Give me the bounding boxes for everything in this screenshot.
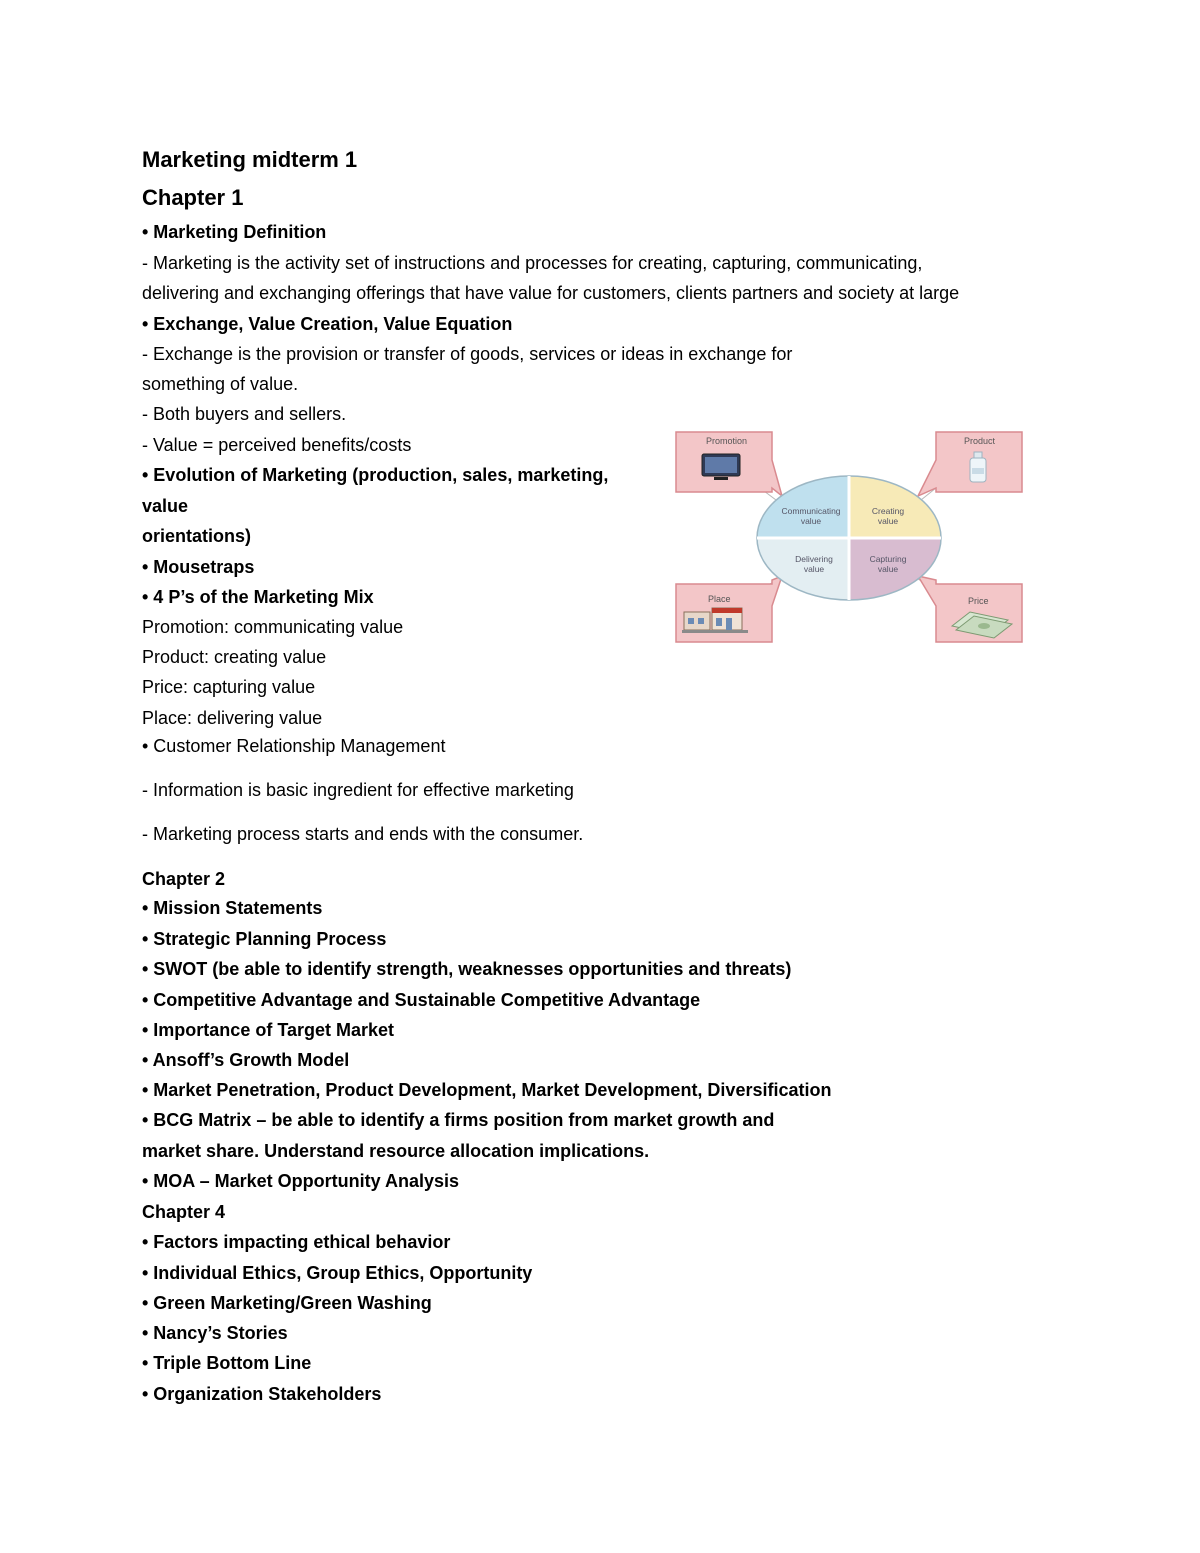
product-label: Product bbox=[964, 436, 996, 446]
chapter-2-item: • BCG Matrix – be able to identify a firms position from market growth and bbox=[142, 1110, 775, 1130]
place-callout bbox=[676, 576, 782, 642]
marketing-definition-bullet: • Marketing Definition bbox=[142, 222, 327, 242]
crm-line-2: - Marketing process starts and ends with the consumer. bbox=[142, 824, 584, 844]
exchange-line-4: - Value = perceived benefits/costs bbox=[142, 435, 412, 455]
chapter-2-item: market share. Understand resource allocation implications. bbox=[142, 1141, 650, 1161]
four-ps-bullet: • 4 P’s of the Marketing Mix bbox=[142, 587, 374, 607]
creating-label: Creating bbox=[871, 506, 905, 516]
crm-line-1: - Information is basic ingredient for effective marketing bbox=[142, 780, 574, 800]
chapter-4-item: • Individual Ethics, Group Ethics, Opportunity bbox=[142, 1263, 533, 1283]
product-callout bbox=[918, 432, 1022, 496]
chapter-4-item: • Nancy’s Stories bbox=[142, 1323, 288, 1343]
chapter-2-heading: Chapter 2 bbox=[142, 869, 226, 889]
chapter-2-item: • Mission Statements bbox=[142, 898, 323, 918]
crm-bullet: • Customer Relationship Management bbox=[142, 736, 446, 756]
exchange-line-1: - Exchange is the provision or transfer of goods, services or ideas in exchange for bbox=[142, 344, 793, 364]
price-callout bbox=[918, 576, 1022, 642]
exchange-line-3: - Both buyers and sellers. bbox=[142, 404, 347, 424]
chapter-2-item: • Competitive Advantage and Sustainable Competitive Advantage bbox=[142, 990, 701, 1010]
marketing-definition-line-2: delivering and exchanging offerings that have value for customers, clients partners and society at large bbox=[142, 283, 960, 303]
capturing-value-word: value bbox=[877, 564, 899, 574]
promotion-callout bbox=[676, 432, 782, 496]
evolution-line-3: orientations) bbox=[142, 526, 252, 546]
document-title: Marketing midterm 1 bbox=[142, 147, 358, 172]
chapter-4-item: • Factors impacting ethical behavior bbox=[142, 1232, 451, 1252]
chapter-4-heading: Chapter 4 bbox=[142, 1202, 226, 1222]
chapter-4-item: • Triple Bottom Line bbox=[142, 1353, 312, 1373]
evolution-line-1: • Evolution of Marketing (production, sales, marketing, bbox=[142, 465, 609, 485]
chapter-2-item: • Market Penetration, Product Development, Market Development, Diversification bbox=[142, 1080, 832, 1100]
communicating-value-word: value bbox=[800, 516, 822, 526]
marketing-definition-line-1: - Marketing is the activity set of instructions and processes for creating, capturing, communicating, bbox=[142, 253, 923, 273]
chapter-2-item: • Strategic Planning Process bbox=[142, 929, 387, 949]
exchange-bullet: • Exchange, Value Creation, Value Equation bbox=[142, 314, 513, 334]
four-ps-place: Place: delivering value bbox=[142, 708, 323, 728]
four-ps-product: Product: creating value bbox=[142, 647, 327, 667]
capturing-label: Capturing bbox=[869, 554, 907, 564]
chapter-4-item: • Green Marketing/Green Washing bbox=[142, 1293, 432, 1313]
delivering-label: Delivering bbox=[795, 554, 833, 564]
marketing-value-diagram bbox=[674, 430, 1026, 644]
price-label: Price bbox=[968, 596, 989, 606]
creating-value-word: value bbox=[877, 516, 899, 526]
store-icon bbox=[682, 608, 748, 633]
place-label: Place bbox=[708, 594, 731, 604]
four-ps-price: Price: capturing value bbox=[142, 677, 316, 697]
chapter-2-item: • MOA – Market Opportunity Analysis bbox=[142, 1171, 460, 1191]
communicating-label: Communicating bbox=[781, 506, 841, 516]
four-ps-promotion: Promotion: communicating value bbox=[142, 617, 404, 637]
monitor-icon bbox=[702, 454, 740, 480]
chapter-2-item: • SWOT (be able to identify strength, weaknesses opportunities and threats) bbox=[142, 959, 792, 979]
promotion-label: Promotion bbox=[706, 436, 748, 446]
delivering-value-word: value bbox=[803, 564, 825, 574]
mousetraps-bullet: • Mousetraps bbox=[142, 557, 255, 577]
chapter-1-heading: Chapter 1 bbox=[142, 185, 244, 210]
exchange-line-2: something of value. bbox=[142, 374, 299, 394]
chapter-4-item: • Organization Stakeholders bbox=[142, 1384, 382, 1404]
evolution-line-2: value bbox=[142, 496, 189, 516]
chapter-2-item: • Ansoff’s Growth Model bbox=[142, 1050, 350, 1070]
chapter-2-item: • Importance of Target Market bbox=[142, 1020, 395, 1040]
